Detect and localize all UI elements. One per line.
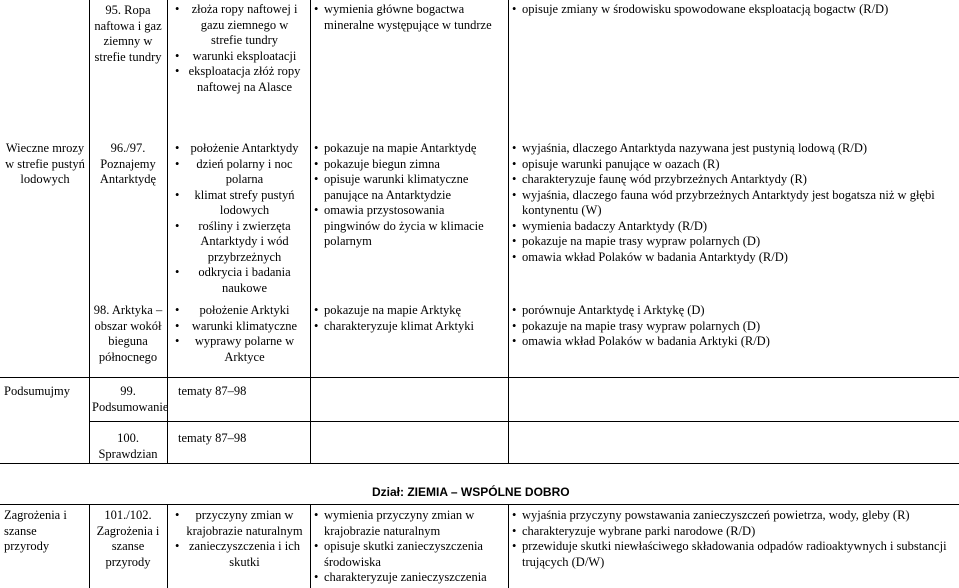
- knowledge-101-102: [313, 508, 503, 586]
- topics-100: [178, 431, 308, 447]
- topic-item: • położenie Antarktydy: [174, 141, 304, 157]
- section-zagrozenia: [4, 508, 84, 555]
- skill-item: • charakteryzuje wybrane parki narodowe (R/D): [511, 524, 951, 540]
- knowledge-98: [313, 303, 503, 334]
- grid-line: [508, 504, 509, 588]
- topic-item: • dzień polarny i noc polarna: [174, 157, 304, 188]
- topics-text: tematy 87–98: [178, 384, 247, 398]
- skill-item: • pokazuje na mapie trasy wypraw polarnych (D): [511, 319, 951, 335]
- topics-101-102: [174, 508, 304, 570]
- grid-line: [167, 0, 168, 463]
- lesson-99: [92, 384, 169, 415]
- lesson-title: 96./97. Poznajemy Antarktydę: [99, 141, 157, 186]
- section-title: Wieczne mrozy w strefie pustyń lodowych: [5, 141, 85, 186]
- skills-96-97: [511, 141, 951, 265]
- grid-line: [89, 421, 959, 422]
- grid-line: [310, 504, 311, 588]
- topics-96-97: [174, 141, 304, 296]
- knowledge-item: • opisuje skutki zanieczyszczenia środowiska: [313, 539, 503, 570]
- skill-item: • wymienia badaczy Antarktydy (R/D): [511, 219, 951, 235]
- lesson-100: [92, 431, 164, 462]
- knowledge-item: • pokazuje na mapie Arktykę: [313, 303, 503, 319]
- skill-item: • charakteryzuje faunę wód przybrzeżnych Antarktydy (R): [511, 172, 951, 188]
- grid-line: [89, 504, 90, 588]
- skill-item: • porównuje Antarktydę i Arktykę (D): [511, 303, 951, 319]
- lesson-title: 98. Arktyka – obszar wokół bieguna północnego: [93, 303, 163, 364]
- lesson-98: [92, 303, 164, 365]
- topic-item: • klimat strefy pustyń lodowych: [174, 188, 304, 219]
- grid-line: [0, 377, 959, 378]
- topic-item: • warunki eksploatacji: [174, 49, 304, 65]
- grid-line: [0, 504, 959, 505]
- section-heading-text: Dział: ZIEMIA – WSPÓLNE DOBRO: [372, 485, 570, 499]
- topic-item: • przyczyny zmian w krajobrazie naturalnym: [174, 508, 304, 539]
- knowledge-item: • pokazuje biegun zimna: [313, 157, 503, 173]
- section-title: Zagrożenia i szanse przyrody: [4, 508, 67, 553]
- topics-99: [178, 384, 308, 400]
- grid-line: [0, 463, 959, 464]
- lesson-title: 101./102. Zagrożenia i szanse przyrody: [96, 508, 160, 569]
- grid-line: [167, 504, 168, 588]
- skill-item: • wyjaśnia, dlaczego fauna wód przybrzeżnych Antarktydy jest bogatsza niż w głębi kontynentu (W): [511, 188, 951, 219]
- lesson-title: 95. Ropa naftowa i gaz ziemny w strefie tundry: [94, 3, 162, 64]
- grid-line: [89, 0, 90, 463]
- topic-item: • wyprawy polarne w Arktyce: [174, 334, 304, 365]
- topics-95: [174, 2, 304, 95]
- skill-item: • przewiduje skutki niewłaściwego składowania odpadów radioaktywnych i substancji trujących (D/W): [511, 539, 951, 570]
- lesson-95: [92, 3, 164, 65]
- skills-101-102: [511, 508, 951, 570]
- topic-item: • zanieczyszczenia i ich skutki: [174, 539, 304, 570]
- topic-item: • eksploatacja złóż ropy naftowej na Alasce: [174, 64, 304, 95]
- skills-95: [511, 2, 951, 18]
- lesson-title: 100. Sprawdzian: [98, 431, 158, 461]
- skill-item: • omawia wkład Polaków w badania Antarktydy (R/D): [511, 250, 951, 266]
- section-podsumujmy: [4, 384, 88, 400]
- lesson-101-102: [92, 508, 164, 570]
- knowledge-item: • omawia przystosowania pingwinów do życia w klimacie polarnym: [313, 203, 503, 250]
- topic-item: • złoża ropy naftowej i gazu ziemnego w strefie tundry: [174, 2, 304, 49]
- skills-98: [511, 303, 951, 350]
- skill-item: • pokazuje na mapie trasy wypraw polarnych (D): [511, 234, 951, 250]
- skill-item: • wyjaśnia, dlaczego Antarktyda nazywana jest pustynią lodową (R/D): [511, 141, 951, 157]
- knowledge-95: [313, 2, 503, 33]
- topic-item: • rośliny i zwierzęta Antarktydy i wód przybrzeżnych: [174, 219, 304, 266]
- skill-item: • opisuje warunki panujące w oazach (R): [511, 157, 951, 173]
- topic-item: • położenie Arktyki: [174, 303, 304, 319]
- section-wieczne-mrozy: [2, 141, 88, 188]
- lesson-title: 99. Podsumowanie: [92, 384, 169, 414]
- topics-98: [174, 303, 304, 365]
- grid-line: [310, 0, 311, 463]
- topic-item: • odkrycia i badania naukowe: [174, 265, 304, 296]
- knowledge-item: • wymienia przyczyny zmian w krajobrazie naturalnym: [313, 508, 503, 539]
- knowledge-item: • opisuje warunki klimatyczne panujące na Antarktydzie: [313, 172, 503, 203]
- knowledge-item: • pokazuje na mapie Antarktydę: [313, 141, 503, 157]
- grid-line: [508, 0, 509, 463]
- skill-item: • wyjaśnia przyczyny powstawania zanieczyszczeń powietrza, wody, gleby (R): [511, 508, 951, 524]
- section-title: Podsumujmy: [4, 384, 70, 398]
- topic-item: • warunki klimatyczne: [174, 319, 304, 335]
- knowledge-item: • charakteryzuje zanieczyszczenia: [313, 570, 503, 586]
- skill-item: • omawia wkład Polaków w badania Arktyki (R/D): [511, 334, 951, 350]
- section-heading: [372, 485, 570, 501]
- knowledge-item: • charakteryzuje klimat Arktyki: [313, 319, 503, 335]
- skill-item: • opisuje zmiany w środowisku spowodowane eksploatacją bogactw (R/D): [511, 2, 951, 18]
- topics-text: tematy 87–98: [178, 431, 247, 445]
- knowledge-item: • wymienia główne bogactwa mineralne występujące w tundrze: [313, 2, 503, 33]
- knowledge-96-97: [313, 141, 503, 250]
- lesson-96-97: [92, 141, 164, 188]
